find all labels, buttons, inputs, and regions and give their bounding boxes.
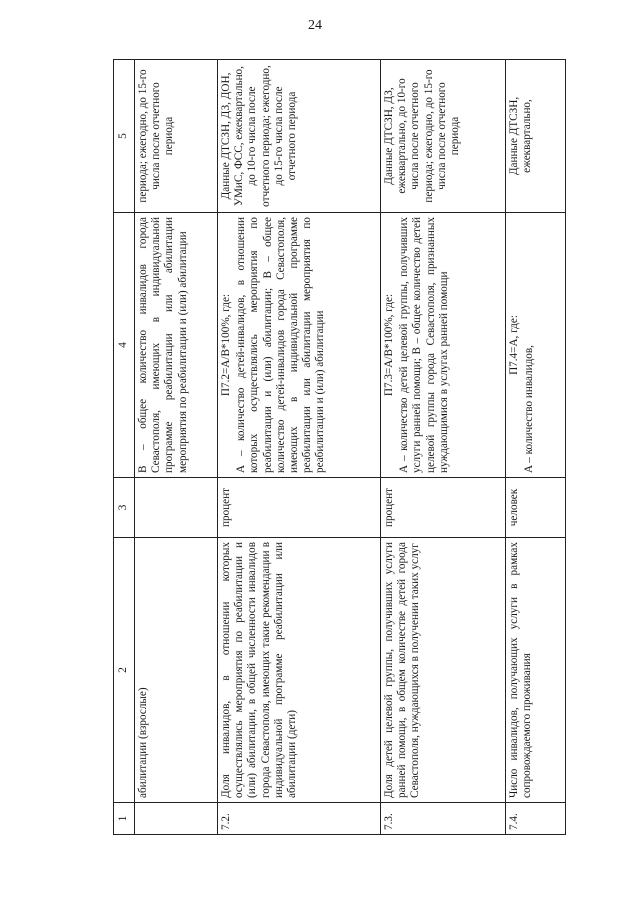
method-formula: П7.3=A/B*100%, где: bbox=[383, 293, 395, 397]
header-cell: 4 bbox=[114, 213, 135, 478]
table-row bbox=[381, 60, 506, 835]
unit-cell bbox=[135, 478, 218, 538]
method-description: B – общее количество инвалидов города Севастополя, имеющих в индивидуальной программе реабилитации или абилитации мероприятия по реабилитации и (или) абилитации bbox=[137, 217, 189, 473]
indicator-name: Число инвалидов, получающих услуги в рамках сопровождаемого проживания bbox=[506, 538, 566, 803]
method-description: A – количество инвалидов, bbox=[523, 345, 536, 473]
header-cell: 1 bbox=[114, 803, 135, 835]
indicator-name: Доля инвалидов, в отношении которых осуществлялись мероприятия по реабилитации и (или) абилитации, в общей численности инвалидов города Севастополя, имеющих такие рекомендации в индивидуальной программе реабилитации или абилитации (дети) bbox=[218, 538, 381, 803]
source-cell: Данные ДТСЗН, ДЗ, ДОН, УМиС, ФСС, ежеквартально, до 10-го числа после отчетного периода; ежегодно, до 15-го числа после отчетного периода bbox=[218, 60, 381, 213]
indicator-name: абилитации (взрослые) bbox=[135, 538, 218, 803]
row-number: 7.3. bbox=[381, 803, 506, 835]
method-formula: П7.4=A, где: bbox=[508, 315, 520, 375]
method-description: A – количество детей-инвалидов, в отношении которых осуществлялись мероприятия по реабилитации и (или) абилитации; B – общее количество детей-инвалидов города Севастополя, имеющих в индивидуальной программе реабилитации или абилитации мероприятия по реабилитации и (или) абилитации bbox=[235, 217, 327, 473]
method-formula: П7.2=A/B*100%, где: bbox=[220, 293, 232, 397]
source-cell: Данные ДТСЗН, ДЗ, ежеквартально, до 10-го числа после отчетного периода; ежегодно, до 15-го числа после отчетного периода bbox=[381, 60, 506, 213]
unit-cell: человек bbox=[506, 478, 566, 538]
row-number: 7.4. bbox=[506, 803, 566, 835]
header-cell: 5 bbox=[114, 60, 135, 213]
table-row bbox=[135, 60, 218, 835]
header-cell: 3 bbox=[114, 478, 135, 538]
indicator-table bbox=[113, 59, 566, 835]
row-number bbox=[135, 803, 218, 835]
indicator-name: Доля детей целевой группы, получивших услуги ранней помощи, в общем количестве детей города Севастополя, нуждающихся в получении таких услуг bbox=[381, 538, 506, 803]
header-cell: 2 bbox=[114, 538, 135, 803]
page-number: 24 bbox=[308, 18, 322, 33]
method-cell bbox=[506, 213, 566, 478]
table-header-row bbox=[114, 60, 135, 835]
method-cell bbox=[381, 213, 506, 478]
source-cell: периода; ежегодно, до 15-го числа после отчетного периода bbox=[135, 60, 218, 213]
row-number: 7.2. bbox=[218, 803, 381, 835]
method-cell bbox=[135, 213, 218, 478]
unit-cell: процент bbox=[381, 478, 506, 538]
table-row bbox=[506, 60, 566, 835]
method-cell bbox=[218, 213, 381, 478]
unit-cell: процент bbox=[218, 478, 381, 538]
method-description: A – количество детей целевой группы, получивших услуги ранней помощи; B – общее количество детей целевой группы города Севастополя, признанных нуждающимися в услугах ранней помощи bbox=[398, 217, 450, 473]
table-row bbox=[218, 60, 381, 835]
source-cell: Данные ДТСЗН, ежеквартально, bbox=[506, 60, 566, 213]
indicator-table-sheet bbox=[113, 60, 601, 835]
